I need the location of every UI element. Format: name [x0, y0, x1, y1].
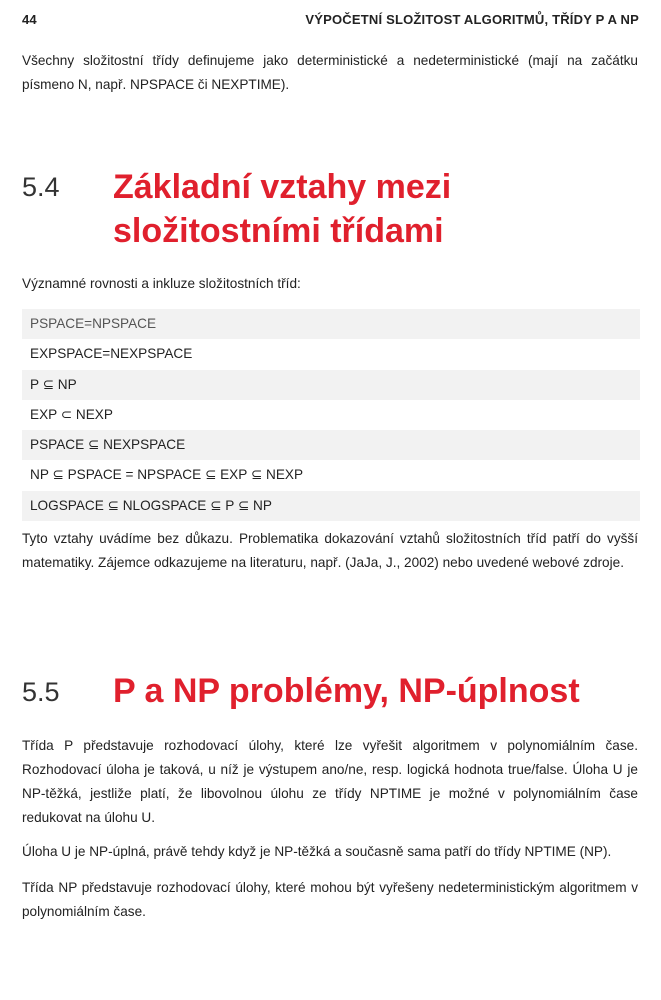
relation-row: EXPSPACE=NEXPSPACE: [30, 346, 193, 362]
relations-note: Tyto vztahy uvádíme bez důkazu. Problematika dokazování vztahů složitostních tříd patří do vyšší matematiky. Zájemce odkazujeme na literaturu, např. (JaJa, J., 2002) nebo uvedené webové zdroje.: [22, 531, 638, 570]
section-number-5-5: 5.5: [22, 677, 60, 707]
relation-row: NP ⊆ PSPACE = NPSPACE ⊆ EXP ⊆ NEXP: [30, 467, 304, 483]
relation-row: EXP ⊂ NEXP: [30, 406, 113, 422]
relation-row: PSPACE=NPSPACE: [22, 309, 640, 339]
running-header: [22, 12, 639, 36]
relation-row: P ⊆ NP: [22, 370, 640, 400]
relations-list: [22, 309, 640, 521]
relation-row: LOGSPACE ⊆ NLOGSPACE ⊆ P ⊆ NP: [22, 491, 640, 521]
section-title-5-5: P a NP problémy, NP-úplnost: [113, 672, 580, 710]
section-title-5-4: Základní vztahy mezi složitostními třídami: [113, 168, 452, 250]
relations-lead: Významné rovnosti a inkluze složitostních tříd:: [22, 276, 301, 291]
running-title: VÝPOČETNÍ SLOŽITOST ALGORITMŮ, TŘÍDY P A NP: [305, 12, 639, 27]
paragraph-np-complete: Úloha U je NP-úplná, právě tehdy když je NP-těžká a současně sama patří do třídy NPTIME (NP).: [22, 844, 612, 859]
paragraph-p-class: Třída P představuje rozhodovací úlohy, které lze vyřešit algoritmem v polynomiálním čase. Rozhodovací úloha je taková, u níž je výstupem ano/ne, resp. logická hodnota true/false. Úloha U je NP-těžká, jestliže platí, že libovolnou úlohu ze třídy NPTIME je možné v polynomiálním čase redukovat na úlohu U.: [22, 738, 638, 825]
paragraph-np-class: Třída NP představuje rozhodovací úlohy, které mohou být vyřešeny nedeterministickým algoritmem v polynomiálním čase.: [22, 880, 638, 919]
relation-row: PSPACE ⊆ NEXPSPACE: [22, 430, 640, 460]
page-number: 44: [22, 12, 37, 27]
section-number-5-4: 5.4: [22, 172, 60, 202]
intro-paragraph: Všechny složitostní třídy definujeme jako deterministické a nedeterministické (mají na začátku písmeno N, např. NPSPACE či NEXPTIME).: [22, 53, 638, 92]
